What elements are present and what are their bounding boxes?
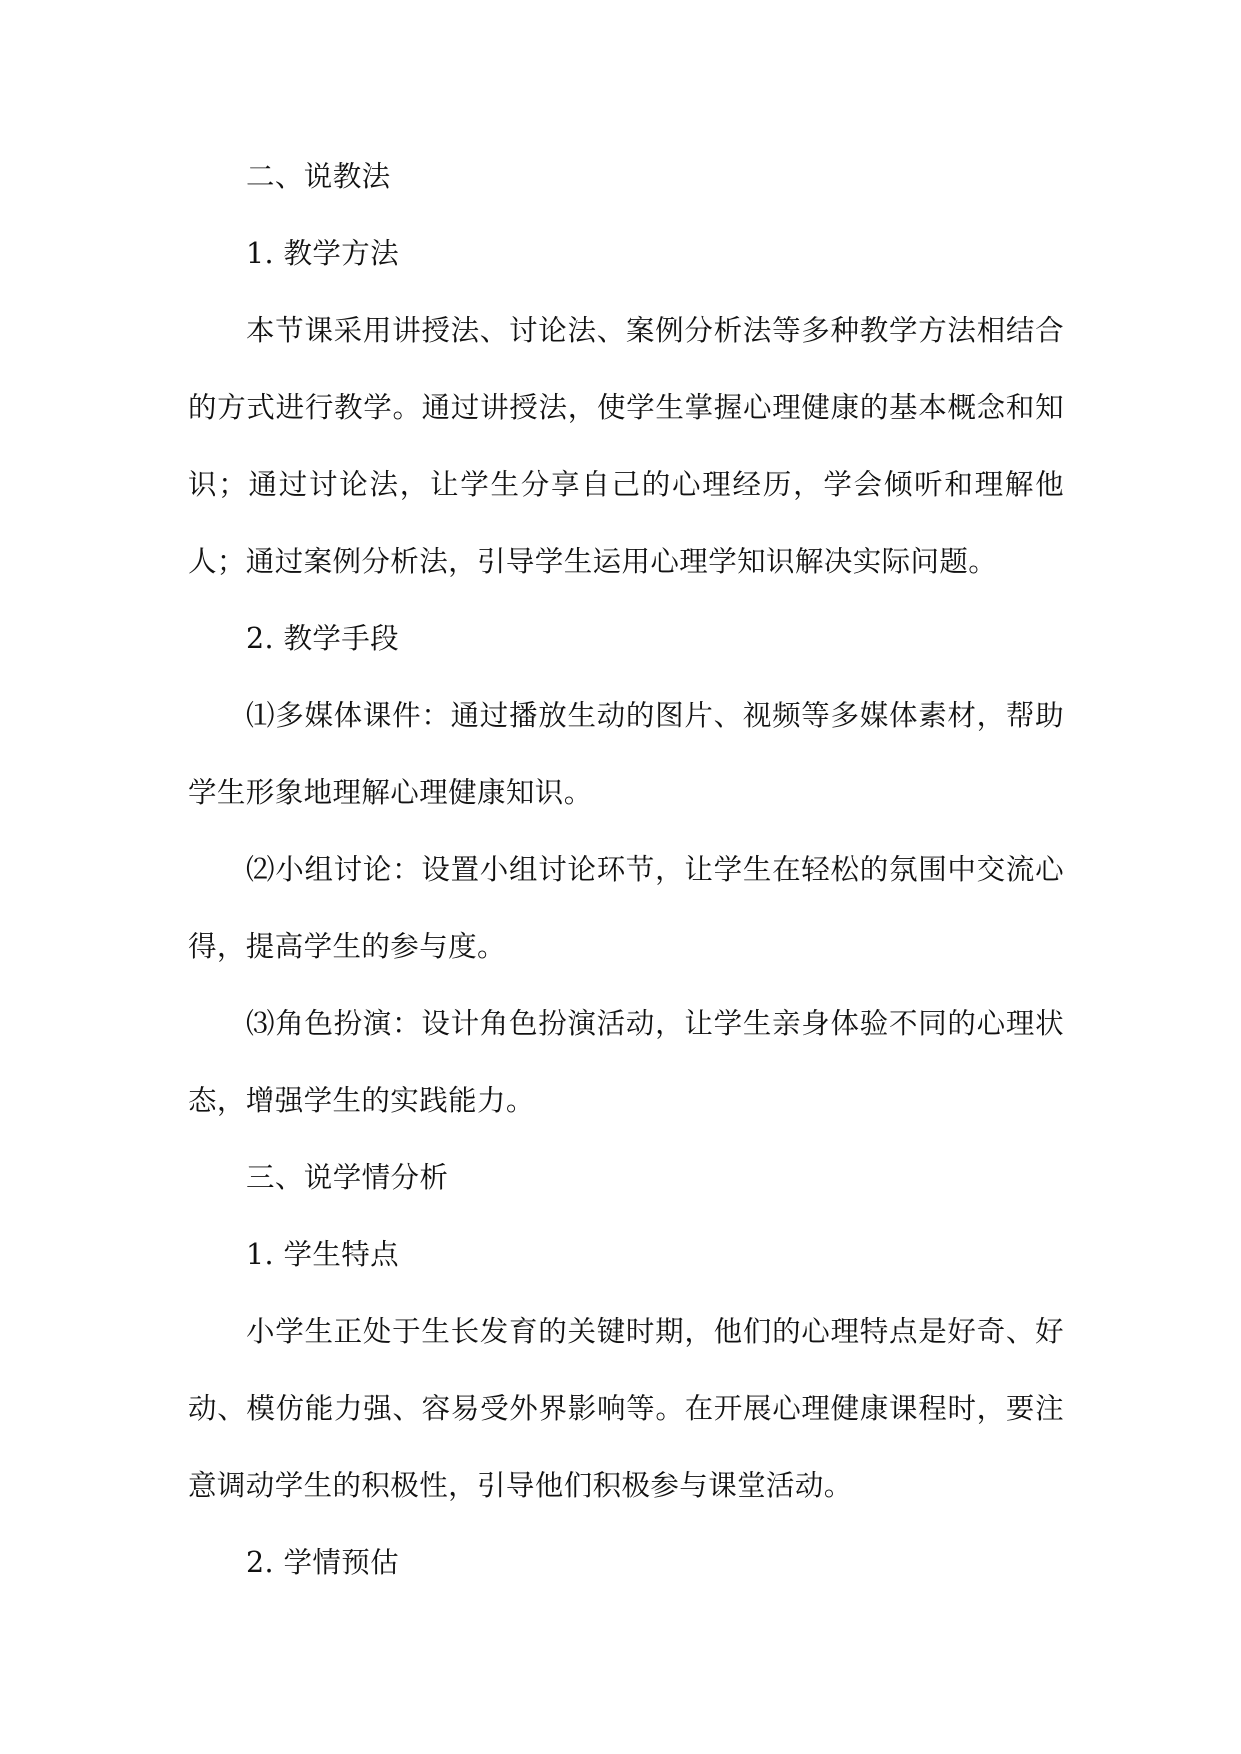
section-heading-student-analysis: 三、说学情分析 bbox=[246, 1161, 449, 1194]
section-heading-teaching-method: 二、说教法 bbox=[246, 160, 391, 193]
paragraph-student-features: 小学生正处于生长发育的关键时期，他们的心理特点是好奇、好动、模仿能力强、容易受外界影响等。在开展心理健康课程时，要注意调动学生的积极性，引导他们积极参与课堂活动。 bbox=[188, 1315, 1064, 1502]
paragraph-multimedia: ⑴多媒体课件：通过播放生动的图片、视频等多媒体素材，帮助学生形象地理解心理健康知识。 bbox=[188, 699, 1064, 809]
document-body bbox=[188, 138, 1064, 1601]
subheading-teaching-methods: 1. 教学方法 bbox=[246, 237, 400, 270]
paragraph-role-play: ⑶角色扮演：设计角色扮演活动，让学生亲身体验不同的心理状态，增强学生的实践能力。 bbox=[188, 1007, 1064, 1117]
subheading-student-features: 1. 学生特点 bbox=[246, 1238, 400, 1271]
subheading-learning-estimate: 2. 学情预估 bbox=[246, 1546, 400, 1579]
subheading-teaching-means: 2. 教学手段 bbox=[246, 622, 400, 655]
paragraph-teaching-methods: 本节课采用讲授法、讨论法、案例分析法等多种教学方法相结合的方式进行教学。通过讲授法，使学生掌握心理健康的基本概念和知识；通过讨论法，让学生分享自己的心理经历，学会倾听和理解他人；通过案例分析法，引导学生运用心理学知识解决实际问题。 bbox=[188, 314, 1064, 578]
paragraph-group-discussion: ⑵小组讨论：设置小组讨论环节，让学生在轻松的氛围中交流心得，提高学生的参与度。 bbox=[188, 853, 1064, 963]
